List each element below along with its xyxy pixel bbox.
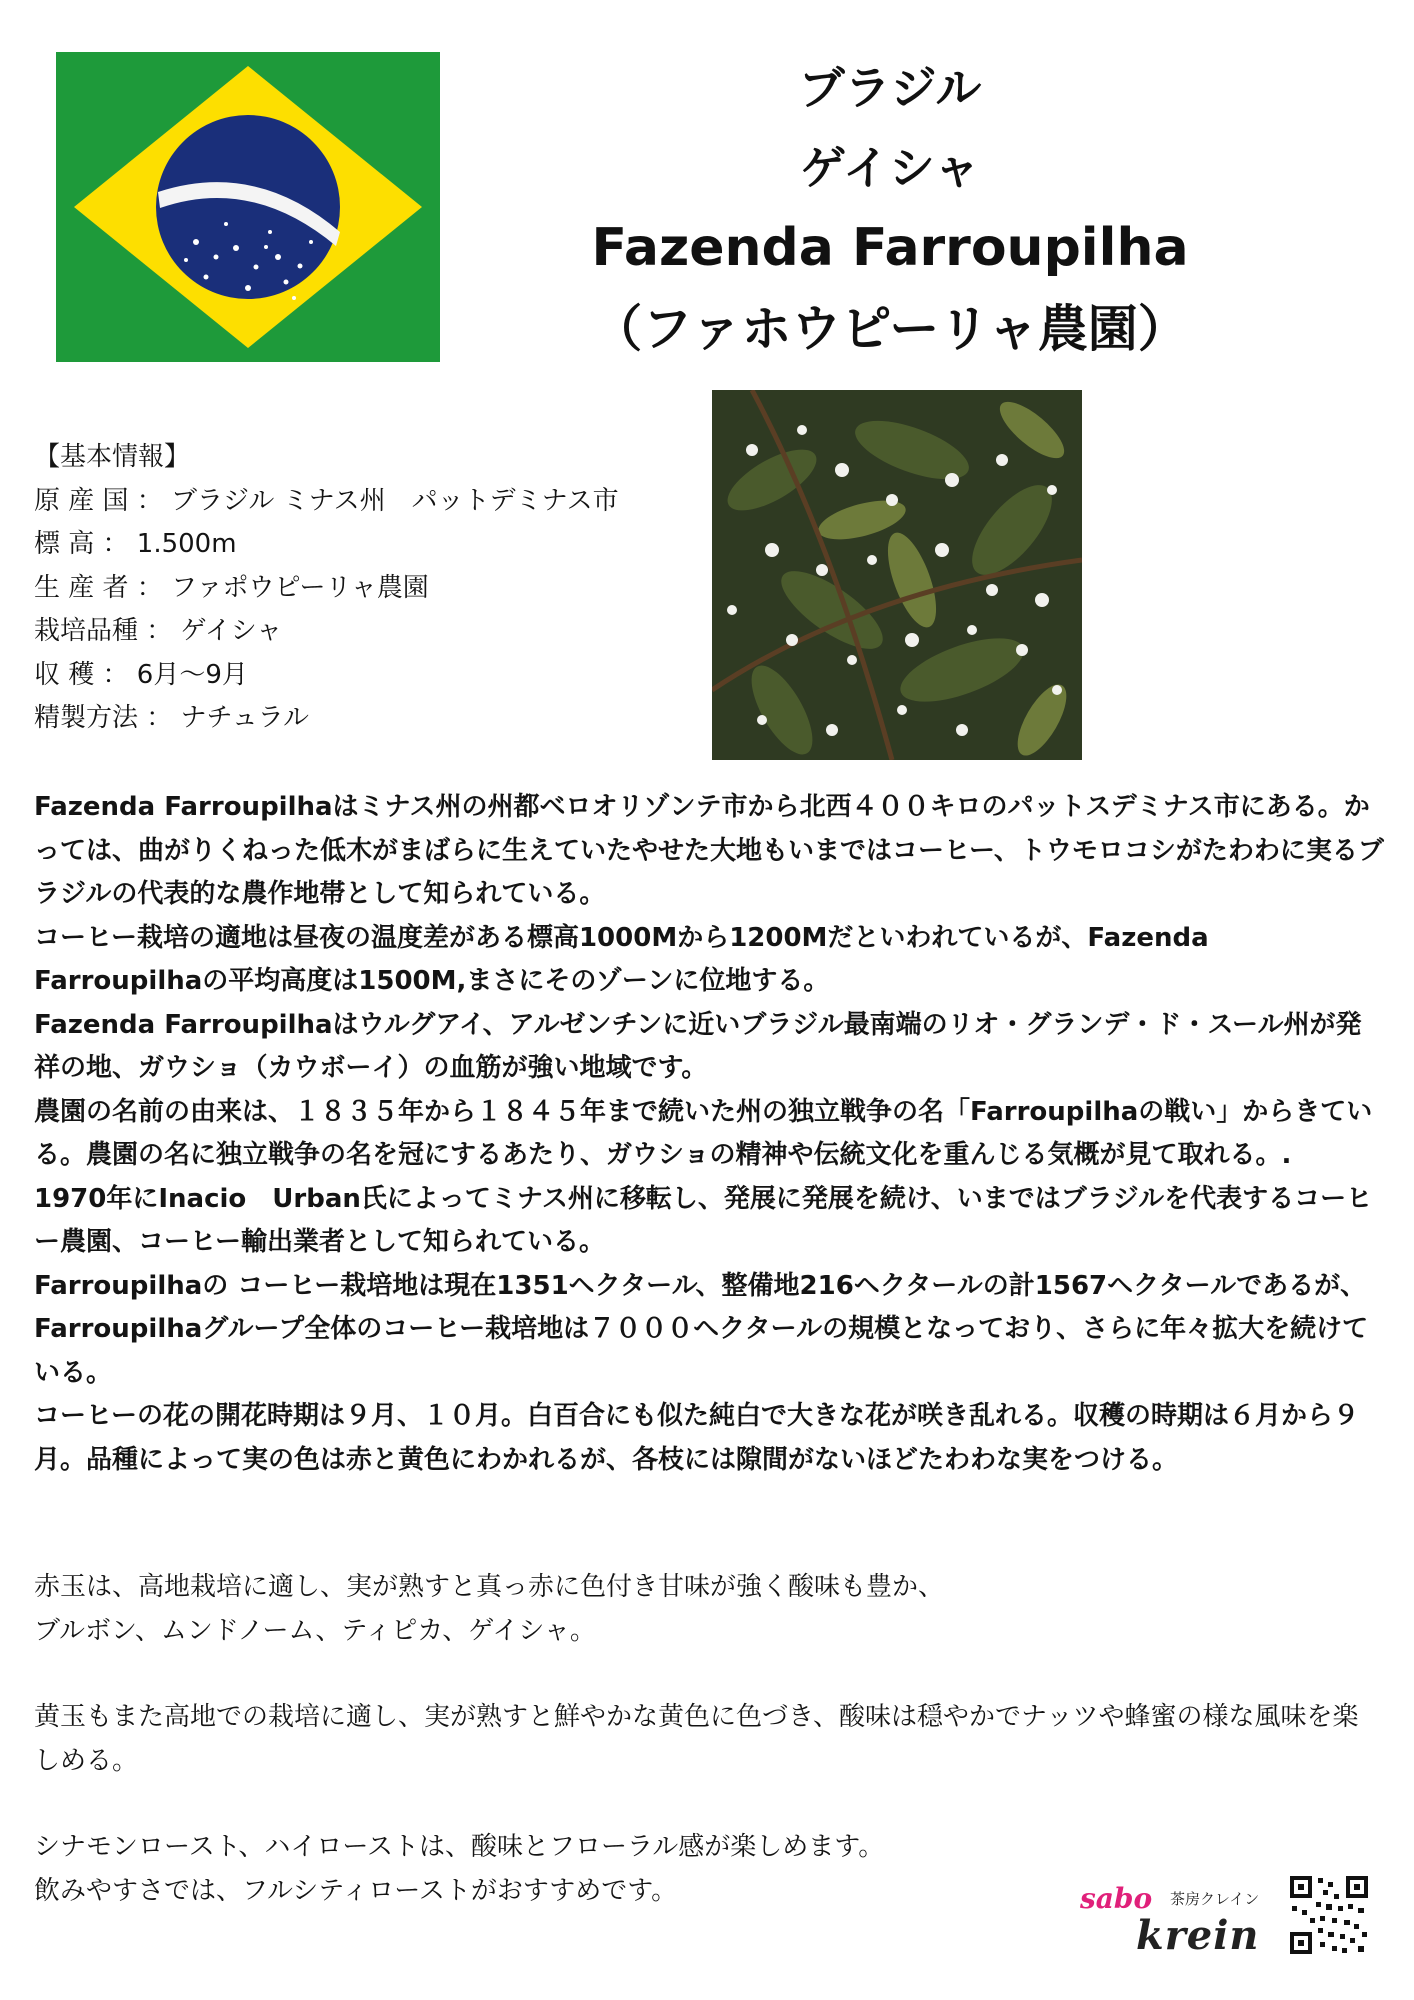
shop-logo	[1080, 1860, 1280, 1960]
red-cherry-line: ブルボン、ムンドノーム、ティピカ、ゲイシャ。	[34, 1615, 596, 1646]
info-altitude: 標 高 ： 1.500m	[34, 529, 237, 559]
red-cherry-text	[34, 1566, 1384, 1653]
roast-line: シナモンロースト、ハイローストは、酸味とフローラル感が楽しめます。	[34, 1832, 885, 1862]
yellow-cherry-text	[34, 1696, 1384, 1783]
info-heading: 【基本情報】	[34, 442, 191, 472]
brazil-flag-image	[56, 52, 440, 362]
title-variety: ゲイシャ	[800, 141, 980, 195]
title-country: ブラジル	[798, 61, 982, 115]
title-farm-name: Fazenda Farroupilha	[591, 218, 1189, 278]
title-block	[560, 48, 1220, 370]
qr-code-icon	[1288, 1874, 1370, 1956]
info-variety: 栽培品種 ： ゲイシャ	[34, 616, 283, 646]
info-harvest: 収 穫 ： 6月～9月	[34, 659, 248, 690]
description-paragraph: Fazenda Farroupilhaはミナス州の州都ベロオリゾンテ市から北西４００キロのパットスデミナス市にある。かっては、曲がりくねった低木がまばらに生えていたやせた大地もいまではコーヒー、トウモロコシがたわわに実るブラジルの代表的な農作地帯として知られている。	[34, 792, 1384, 909]
basic-info	[34, 436, 674, 741]
info-origin: 原 産 国 ： ブラジル ミナス州 パットデミナス市	[34, 485, 619, 516]
title-farm-name-jp: （ファホウピーリャ農園）	[592, 300, 1188, 358]
coffee-flower-photo	[712, 390, 1082, 760]
info-producer: 生 産 者 ： ファポウピーリャ農園	[34, 572, 429, 603]
roast-line: 飲みやすさでは、フルシティローストがおすすめです。	[34, 1875, 678, 1906]
description-paragraph: Fazenda Farroupilhaはウルグアイ、アルゼンチンに近いブラジル最南端のリオ・グランデ・ド・スール州が発祥の地、ガウショ（カウボーイ）の血筋が強い地域です。	[34, 1009, 1362, 1083]
description	[34, 786, 1384, 1482]
info-process: 精製方法 ： ナチュラル	[34, 703, 309, 733]
description-paragraph: コーヒーの花の開花時期は９月、１０月。白百合にも似た純白で大きな花が咲き乱れる。収穫の時期は６月から９月。品種によって実の色は赤と黄色にわかれるが、各枝には隙間がないほどたわわな実をつける。	[34, 1401, 1359, 1475]
description-paragraph: 農園の名前の由来は、１８３５年から１８４５年まで続いた州の独立戦争の名「Farroupilhaの戦い」からきている。農園の名に独立戦争の名を冠にするあたり、ガウショの精神や伝統文化を重んじる気概が見て取れる。.	[34, 1096, 1373, 1170]
logo-krein: krein	[1136, 1912, 1260, 1959]
red-cherry-line: 赤玉は、高地栽培に適し、実が熟すと真っ赤に色付き甘味が強く酸味も豊か、	[34, 1572, 945, 1602]
description-paragraph: Farroupilhaの コーヒー栽培地は現在1351ヘクタール、整備地216ヘクタールの計1567ヘクタールであるが、Farroupilhaグループ全体のコーヒー栽培地は７０００ヘクタールの規模となっており、さらに年々拡大を続けている。	[34, 1270, 1369, 1388]
description-paragraph: 1970年にInacio Urban氏によってミナス州に移転し、発展に発展を続け、いまではブラジルを代表するコーヒー農園、コーヒー輸出業者として知られている。	[34, 1183, 1373, 1257]
description-paragraph: コーヒー栽培の適地は昼夜の温度差がある標高1000Mから1200Mだといわれているが、Fazenda Farroupilhaの平均高度は1500M,まさにそのゾーンに位地する。	[34, 922, 1209, 996]
yellow-cherry-line: 黄玉もまた高地での栽培に適し、実が熟すと鮮やかな黄色に色づき、酸味は穏やかでナッツや蜂蜜の様な風味を楽しめる。	[34, 1702, 1359, 1776]
logo-sabo: sabo	[1080, 1882, 1153, 1915]
logo-kanji: 茶房クレイン	[1170, 1890, 1260, 1908]
